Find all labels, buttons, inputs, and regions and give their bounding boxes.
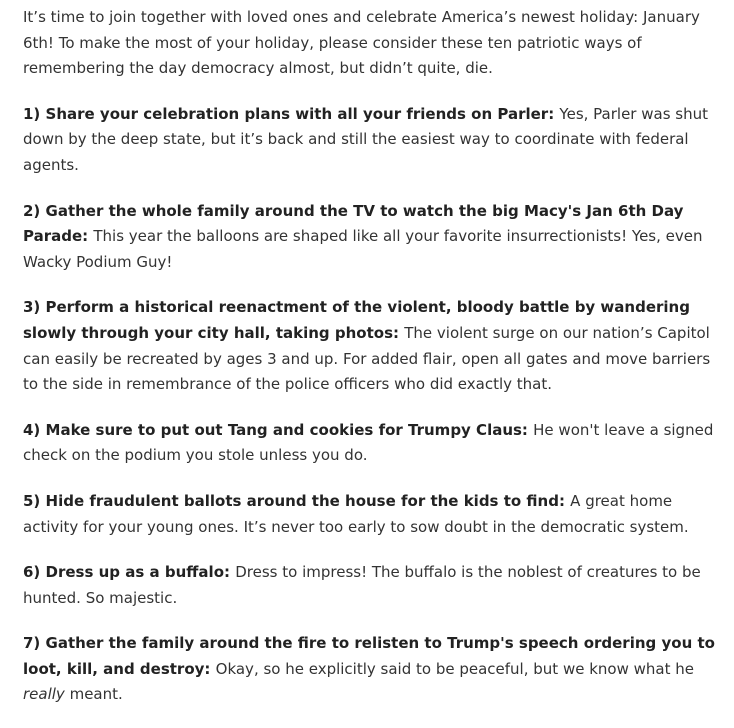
list-item-text: He won't leave a signed check on the podium you stole unless you do.: [23, 420, 714, 465]
list-item-text: Yes, Parler was shut down by the deep state, but it’s back and still the easiest way to coordinate with federal agents.: [23, 104, 708, 174]
list-item-text: A great home activity for your young ones. It’s never too early to sow doubt in the democratic system.: [23, 491, 689, 536]
list-item-3: [23, 295, 723, 397]
intro-paragraph: It’s time to join together with loved ones and celebrate America’s newest holiday: January 6th! To make the most of your holiday, please consider these ten patriotic ways of remembering the day democracy almost, but didn’t quite, die.: [23, 8, 700, 78]
list-item-text: Okay, so he explicitly said to be peaceful, but we know what he: [215, 659, 694, 678]
list-item-heading: 4) Make sure to put out Tang and cookies for Trumpy Claus:: [23, 420, 534, 439]
list-item-5: [23, 489, 723, 540]
list-item-heading: 6) Dress up as a buffalo:: [23, 563, 236, 582]
list-item-2: [23, 199, 723, 276]
list-item-heading: 1) Share your celebration plans with all your friends on Parler:: [23, 104, 560, 123]
list-item-1: [23, 102, 723, 179]
list-item-heading: 7) Gather the family around the fire to relisten to Trump's speech ordering you to loot, kill, and destroy:: [23, 634, 715, 678]
list-item-4: [23, 418, 723, 469]
emphasis-text: really: [23, 685, 65, 704]
list-item-6: [23, 560, 723, 611]
list-item-text: The violent surge on our nation’s Capitol can easily be recreated by ages 3 and up. For added flair, open all gates and move barriers to the side in remembrance of the police officers who did exactly that.: [23, 323, 711, 394]
list-item-text-end: meant.: [64, 685, 123, 704]
list-item-7: [23, 631, 723, 708]
list-item-heading: 2) Gather the whole family around the TV to watch the big Macy's Jan 6th Day Parade:: [23, 201, 684, 246]
list-item-text: Dress to impress! The buffalo is the noblest of creatures to be hunted. So majestic.: [23, 563, 701, 607]
list-item-text: This year the balloons are shaped like all your favorite insurrectionists! Yes, even Wacky Podium Guy!: [23, 227, 703, 271]
list-item-heading: 3) Perform a historical reenactment of the violent, bloody battle by wandering slowly through your city hall, taking photos:: [23, 298, 690, 342]
article-body: [23, 5, 723, 728]
list-item-heading: 5) Hide fraudulent ballots around the house for the kids to find:: [23, 491, 571, 510]
